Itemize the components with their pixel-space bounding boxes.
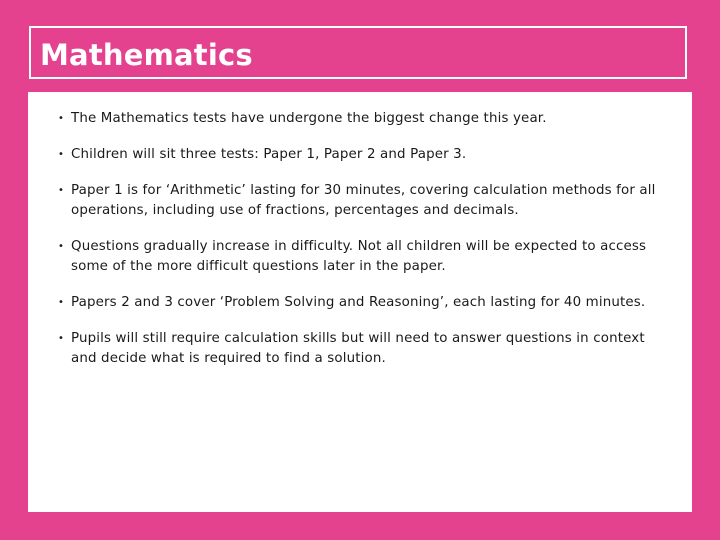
bullet-text: Pupils will still require calculation skills but will need to answer questions in context and decide what is required to find a solution. (71, 331, 645, 366)
bullet-item (58, 181, 658, 221)
slide-title: Mathematics (40, 38, 253, 72)
bullet-text: Papers 2 and 3 cover ‘Problem Solving and Reasoning’, each lasting for 40 minutes. (71, 295, 646, 310)
bullet-text: Questions gradually increase in difficulty. Not all children will be expected to access some of the more difficult questions later in the paper. (71, 239, 647, 274)
bullet-text: Paper 1 is for ‘Arithmetic’ lasting for 30 minutes, covering calculation methods for all operations, including use of fractions, percentages and decimals. (71, 183, 656, 218)
bullet-item (58, 109, 658, 129)
bullet-text: The Mathematics tests have undergone the biggest change this year. (71, 111, 547, 126)
bullet-dot-icon: • (58, 185, 65, 196)
bullet-dot-icon: • (58, 241, 65, 252)
bullet-dot-icon: • (58, 113, 65, 124)
bullet-item (58, 329, 658, 369)
bullet-item (58, 237, 658, 277)
bullet-item (58, 293, 658, 313)
bullet-item (58, 145, 658, 165)
bullet-list (58, 109, 658, 385)
bullet-dot-icon: • (58, 297, 65, 308)
title-box (29, 26, 687, 79)
bullet-text: Children will sit three tests: Paper 1, Paper 2 and Paper 3. (71, 147, 467, 162)
content-panel (28, 92, 692, 512)
bullet-dot-icon: • (58, 149, 65, 160)
bullet-dot-icon: • (58, 333, 65, 344)
